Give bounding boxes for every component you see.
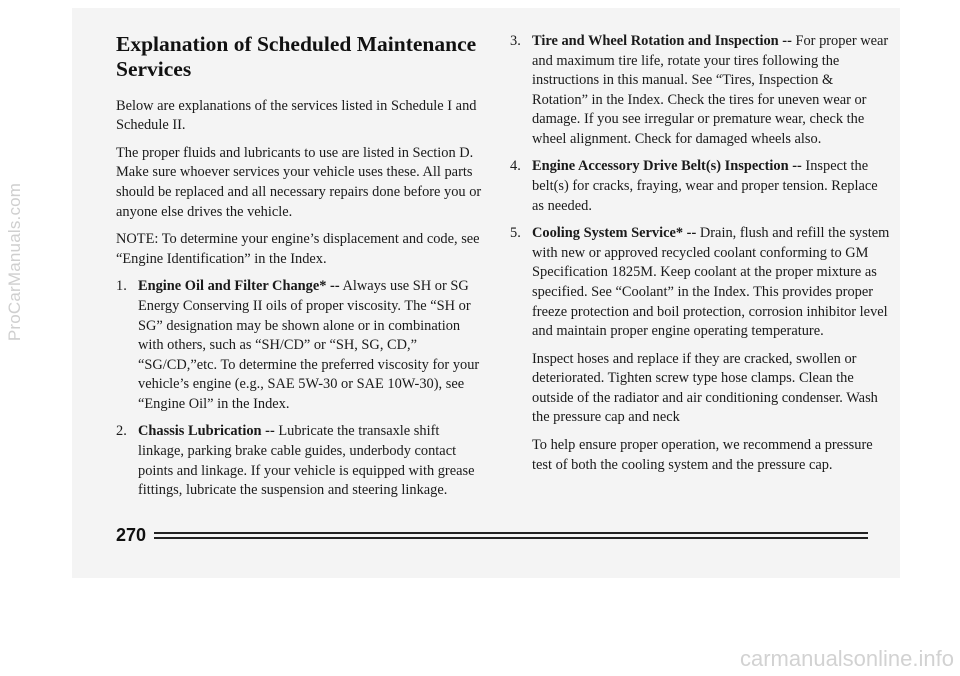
service-item-drive-belt [510,157,890,216]
item-heading: Tire and Wheel Rotation and Inspection -- [532,33,792,49]
item-heading: Cooling System Service* -- [532,225,697,242]
note-paragraph: NOTE: To determine your engine’s displacement and code, see “Engine Identification” in the Index. [116,231,480,267]
item-body [532,32,890,149]
page-footer [116,520,868,550]
item-text: Always use SH or SG Energy Conserving II oils of proper viscosity. The “SH or SG” designation may be shown alone or in combination with others, such as “SH/CD” or “SH, SG, CD,” “SG/CD,”etc. To determine the preferred viscosity for your vehicle’s engine (e.g., SAE 5W-30 or SAE 10W-30), see “Engine Oil” in the Index. [138,278,480,412]
page-number: 270 [116,524,147,545]
bottom-watermark: carmanualsonline.info [739,646,954,671]
item-text: Drain, flush and refill the system with new or approved recycled coolant conforming to GM Specification 1825M. Keep coolant at the proper mixture as specified. See “Coolant” in the Index. This provides proper freeze protection and boil protection, corrosion inhibitor level and maintain proper engine operating temperature. [532,225,890,340]
item-body [532,224,890,341]
item-text: Lubricate the transaxle shift linkage, parking brake cable guides, underbody contact points and linkage. If your vehicle is equipped with grease fittings, lubricate the suspension and steering linkage. [138,423,475,499]
item-number: 1. [116,278,127,295]
service-item-chassis-lubrication [116,422,488,500]
item-text: For proper wear and maximum tire life, rotate your tires following the instructions in this manual. See “Tires, Inspection & Rotation” in the Index. Check the tires for uneven wear or damage. If you see irregular or premature wear, check the wheel alignment. Check for damaged wheels also. [532,33,889,147]
item-heading: Engine Oil and Filter Change* -- [138,278,340,295]
cooling-pressure-paragraph: To help ensure proper operation, we recommend a pressure test of both the cooling system and the pressure cap. [532,436,873,473]
footer-rule-line [154,532,868,534]
side-watermark [2,62,28,462]
item-number: 3. [510,33,521,49]
item-body [138,277,488,414]
item-heading: Engine Accessory Drive Belt(s) Inspection -- [532,158,802,175]
item-number: 4. [510,158,521,175]
item-number: 5. [510,225,521,242]
item-body [138,422,488,500]
service-item-cooling-system [510,224,890,341]
item-heading: Chassis Lubrication -- [138,423,275,440]
service-item-tire-rotation [510,32,890,149]
footer-rule [154,532,868,539]
service-item-oil-change [116,277,488,414]
page-title: Explanation of Scheduled Maintenance Services [116,32,477,82]
right-column [510,32,890,483]
intro-paragraph-1: Below are explanations of the services listed in Schedule I and Schedule II. [116,97,477,134]
footer-rule-line [154,537,868,539]
left-column [116,32,488,509]
item-body [532,157,890,216]
item-number: 2. [116,423,127,440]
side-watermark-text: ProCarManuals.com [5,182,24,342]
cooling-hoses-paragraph: Inspect hoses and replace if they are cracked, swollen or deteriorated. Tighten screw type hose clamps. Clean the outside of the radiator and air conditioning condenser. Wash the pressure cap and neck [532,350,878,426]
intro-paragraph-2: The proper fluids and lubricants to use are listed in Section D. Make sure whoever services your vehicle uses these. All parts should be replaced and all necessary repairs done before you or anyone else drives the vehicle. [116,144,482,220]
item-text: Inspect the belt(s) for cracks, fraying, wear and proper tension. Replace as needed. [532,158,878,214]
